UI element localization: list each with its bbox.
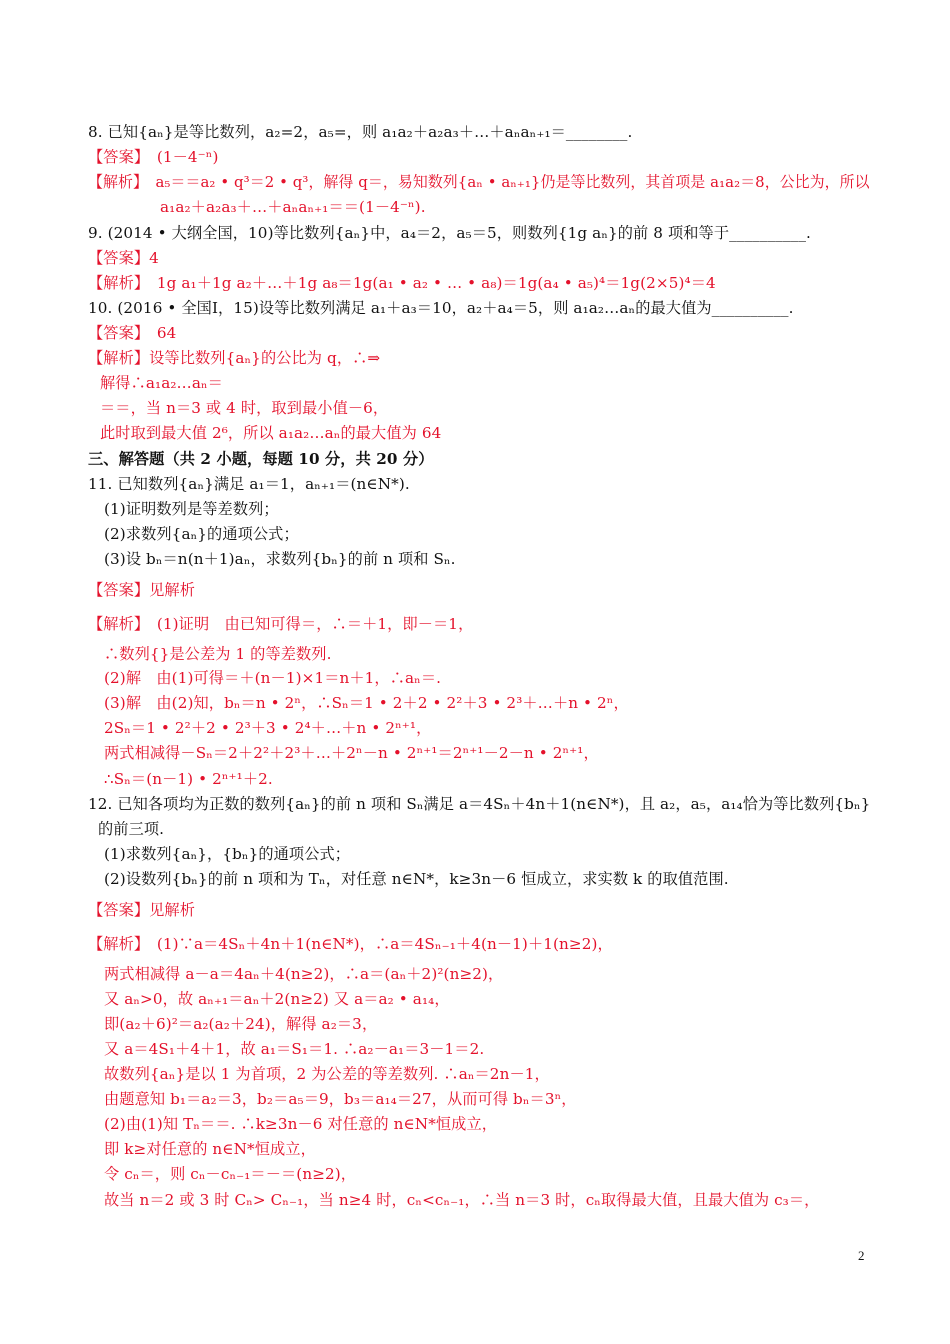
text-line: ∴Sₙ＝(n－1) • 2ⁿ⁺¹＋2.: [104, 770, 273, 788]
text-line: 故当 n＝2 或 3 时 Cₙ> Cₙ₋₁，当 n≥4 时，cₙ<cₙ₋₁，∴当 n＝3 时，cₙ取得最大值，且最大值为 c₃＝，: [104, 1191, 820, 1209]
text-line: 2Sₙ＝1 • 2²＋2 • 2³＋3 • 2⁴＋…＋n • 2ⁿ⁺¹，: [104, 719, 432, 737]
text-line: (2)求数列{aₙ}的通项公式；: [104, 525, 299, 543]
text-line: a₁a₂＋a₂a₃＋…＋aₙaₙ₊₁＝＝(1－4⁻ⁿ).: [160, 198, 426, 216]
text-line: 9. (2014 • 大纲全国，10)等比数列{aₙ}中，a₄＝2，a₅＝5，则数列{1g aₙ}的前 8 项和等于__________.: [88, 224, 811, 242]
text-line: 由题意知 b₁＝a₂＝3，b₂＝a₅＝9，b₃＝a₁₄＝27，从而可得 bₙ＝3ⁿ，: [104, 1090, 577, 1108]
text-line: 又 aₙ>0，故 aₙ₊₁＝aₙ＋2(n≥2) 又 a＝a₂ • a₁₄，: [104, 990, 450, 1008]
text-line: 三、解答题（共 2 小题，每题 10 分，共 20 分）: [88, 450, 434, 468]
text-line: (3)解 由(2)知，bₙ＝n • 2ⁿ，∴Sₙ＝1 • 2＋2 • 2²＋3 • 2³＋…＋n • 2ⁿ，: [104, 694, 629, 712]
text-line: 【解析】 (1)证明 由已知可得＝，∴＝＋1，即－＝1，: [88, 615, 474, 633]
text-line: 故数列{aₙ}是以 1 为首项，2 为公差的等差数列. ∴aₙ＝2n－1，: [104, 1065, 550, 1083]
text-line: (1)证明数列是等差数列；: [104, 500, 279, 518]
text-line: (2)解 由(1)可得＝＋(n－1)×1＝n＋1，∴aₙ＝.: [104, 669, 442, 687]
text-line: 的前三项.: [98, 820, 165, 838]
text-line: 【解析】设等比数列{aₙ}的公比为 q，∴⇒: [88, 349, 381, 367]
text-line: 11. 已知数列{aₙ}满足 a₁＝1，aₙ₊₁＝(n∈N*).: [88, 475, 410, 493]
text-line: 【解析】 (1)∵a＝4Sₙ＋4n＋1(n∈N*)，∴a＝4Sₙ₋₁＋4(n－1)＋1(n≥2)，: [88, 935, 613, 953]
text-line: 【解析】 a₅＝＝a₂ • q³＝2 • q³，解得 q＝，易知数列{aₙ • aₙ₊₁}仍是等比数列，其首项是 a₁a₂＝8，公比为，所以: [88, 173, 870, 191]
text-line: 【答案】见解析: [88, 901, 196, 919]
text-line: 即 k≥对任意的 n∈N*恒成立，: [104, 1140, 316, 1158]
text-line: (2)设数列{bₙ}的前 n 项和为 Tₙ，对任意 n∈N*，k≥3n－6 恒成立，求实数 k 的取值范围.: [104, 870, 729, 888]
text-line: 两式相减得 a－a＝4aₙ＋4(n≥2)，∴a＝(aₙ＋2)²(n≥2)，: [104, 965, 504, 983]
text-line: 12. 已知各项均为正数的数列{aₙ}的前 n 项和 Sₙ满足 a＝4Sₙ＋4n＋1(n∈N*)，且 a₂，a₅，a₁₄恰为等比数列{bₙ}: [88, 795, 871, 813]
text-line: ∴数列{}是公差为 1 的等差数列.: [104, 645, 332, 663]
text-line: (1)求数列{aₙ}，{bₙ}的通项公式；: [104, 845, 351, 863]
text-line: 8. 已知{aₙ}是等比数列，a₂=2，a₅=，则 a₁a₂＋a₂a₃＋…＋aₙaₙ₊₁＝________.: [88, 123, 633, 141]
text-line: 【答案】 (1－4⁻ⁿ): [88, 148, 219, 166]
text-line: 【答案】4: [88, 249, 159, 267]
text-line: 10. (2016 • 全国Ⅰ，15)设等比数列满足 a₁＋a₃＝10，a₂＋a₄＝5，则 a₁a₂…aₙ的最大值为__________.: [88, 299, 794, 317]
text-line: 令 cₙ＝，则 cₙ－cₙ₋₁＝－＝(n≥2)，: [104, 1165, 357, 1183]
text-line: 【解析】 1g a₁＋1g a₂＋…＋1g a₈＝1g(a₁ • a₂ • … • a₈)＝1g(a₄ • a₅)⁴＝1g(2×5)⁴＝4: [88, 274, 716, 292]
text-line: 【答案】 64: [88, 324, 177, 342]
text-line: 即(a₂＋6)²＝a₂(a₂＋24)，解得 a₂＝3，: [104, 1015, 378, 1033]
text-line: (3)设 bₙ＝n(n＋1)aₙ，求数列{bₙ}的前 n 项和 Sₙ.: [104, 550, 456, 568]
text-line: 此时取到最大值 2⁶，所以 a₁a₂…aₙ的最大值为 64: [100, 424, 442, 442]
text-line: (2)由(1)知 Tₙ＝＝. ∴k≥3n－6 对任意的 n∈N*恒成立，: [104, 1115, 498, 1133]
text-line: 又 a＝4S₁＋4＋1，故 a₁＝S₁＝1. ∴a₂－a₁＝3－1＝2.: [104, 1040, 485, 1058]
text-line: 两式相减得－Sₙ＝2＋2²＋2³＋…＋2ⁿ－n • 2ⁿ⁺¹＝2ⁿ⁺¹－2－n • 2ⁿ⁺¹，: [104, 744, 599, 762]
text-line: 解得∴a₁a₂…aₙ＝: [100, 374, 223, 392]
text-line: 【答案】见解析: [88, 581, 196, 599]
page-number: 2: [858, 1248, 865, 1263]
text-line: ＝＝，当 n＝3 或 4 时，取到最小值－6，: [100, 399, 389, 417]
